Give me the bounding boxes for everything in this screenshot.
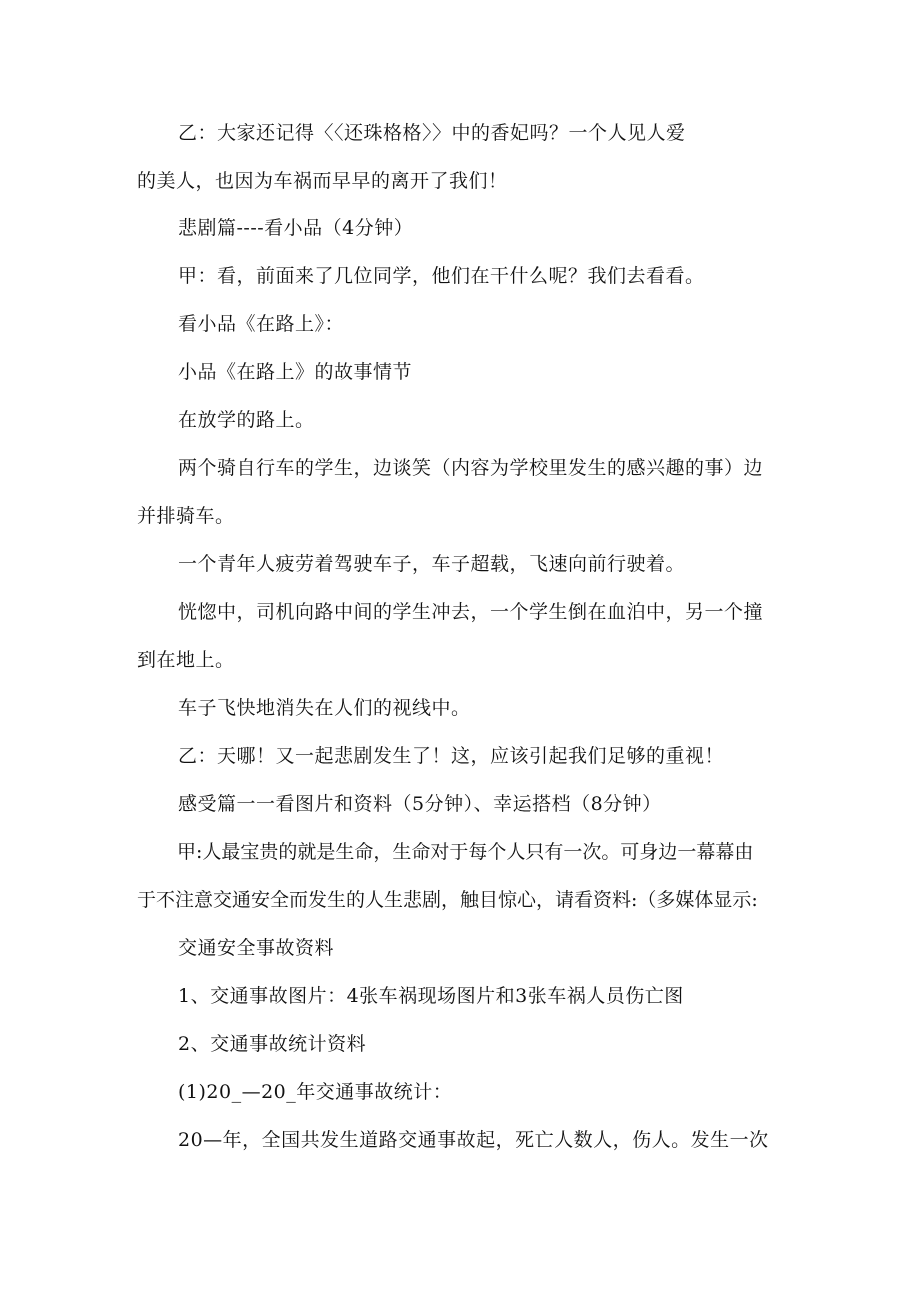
paragraph-line-12: 到在地上。 bbox=[137, 649, 235, 671]
paragraph-line-9: 并排骑车。 bbox=[137, 505, 235, 527]
subheading-accident-data: 交通安全事故资料 bbox=[178, 937, 335, 959]
paragraph-line-8: 两个骑自行车的学生，边谈笑（内容为学校里发生的感兴趣的事）边 bbox=[178, 457, 764, 479]
list-subitem-1: (1)20_—20_年交通事故统计： bbox=[178, 1081, 453, 1103]
paragraph-line-5: 看小品《在路上》： bbox=[178, 313, 345, 335]
list-item-1: 1、交通事故图片：4张车祸现场图片和3张车祸人员伤亡图 bbox=[178, 985, 684, 1007]
paragraph-line-17: 于不注意交通安全而发生的人生悲剧，触目惊心，请看资料:（多媒体显示: bbox=[137, 889, 758, 911]
paragraph-line-10: 一个青年人疲劳着驾驶车子，车子超载，飞速向前行驶着。 bbox=[178, 553, 686, 575]
paragraph-line-4: 甲：看，前面来了几位同学，他们在干什么呢？我们去看看。 bbox=[178, 265, 705, 287]
paragraph-line-13: 车子飞快地消失在人们的视线中。 bbox=[178, 697, 471, 719]
paragraph-line-11: 恍惚中，司机向路中间的学生冲去，一个学生倒在血泊中，另一个撞 bbox=[178, 601, 764, 623]
section-heading-tragedy: 悲剧篇----看小品（4分钟） bbox=[178, 217, 414, 239]
paragraph-line-6: 小品《在路上》的故事情节 bbox=[178, 361, 413, 383]
list-item-2: 2、交通事故统计资料 bbox=[178, 1033, 367, 1055]
paragraph-line-14: 乙：天哪！又一起悲剧发生了！这，应该引起我们足够的重视！ bbox=[178, 745, 725, 767]
section-heading-feelings: 感受篇一一看图片和资料（5分钟）、幸运搭档（8分钟） bbox=[178, 793, 662, 815]
paragraph-line-2: 的美人，也因为车祸而早早的离开了我们！ bbox=[137, 170, 508, 192]
paragraph-line-1: 乙：大家还记得〈〈还珠格格〉〉中的香妃吗？一个人见人爱 bbox=[178, 122, 686, 144]
paragraph-line-7: 在放学的路上。 bbox=[178, 409, 315, 431]
paragraph-line-22: 20—年，全国共发生道路交通事故起，死亡人数人，伤人。发生一次 bbox=[178, 1129, 769, 1151]
paragraph-line-16: 甲:人最宝贵的就是生命，生命对于每个人只有一次。可身边一幕幕由 bbox=[177, 841, 754, 863]
